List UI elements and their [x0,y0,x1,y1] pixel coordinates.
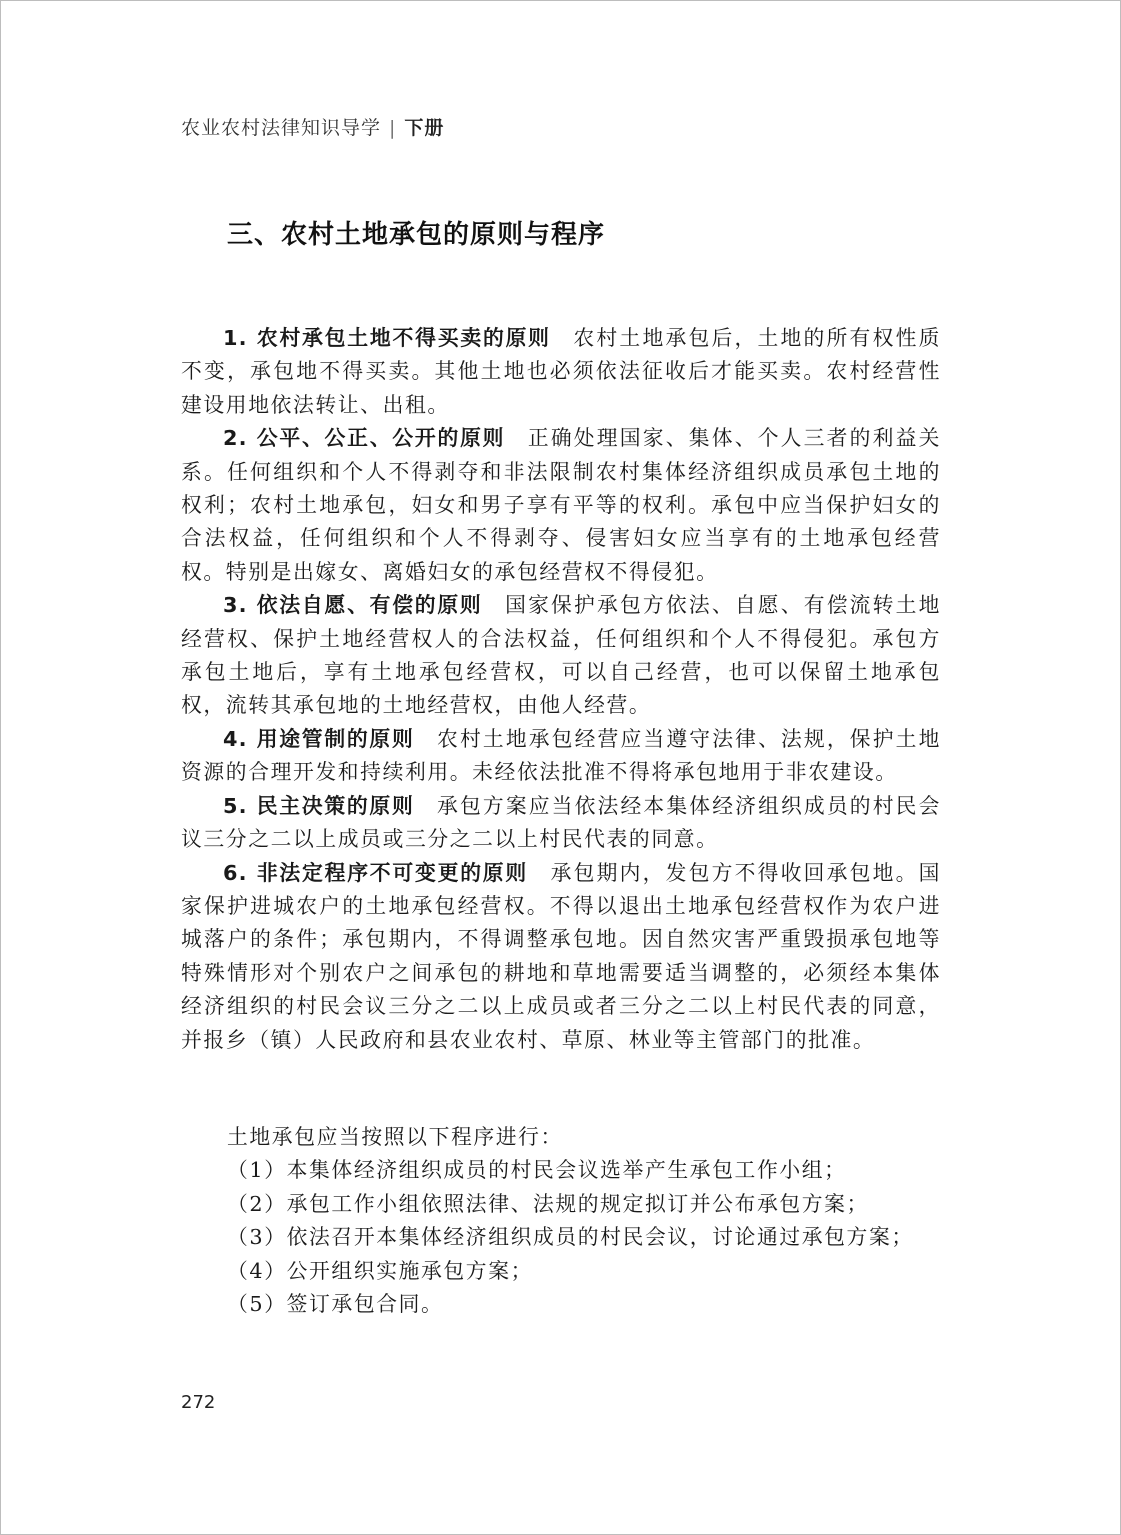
procedure-intro: 土地承包应当按照以下程序进行： [227,1125,563,1149]
procedure-step: （5）签订承包合同。 [227,1292,444,1317]
principle-heading: 2. 公平、公正、公开的原则 [223,426,506,451]
principle-text: 承包方案应当依法经本集体经济组织成员的村民会议三分之二以上成员或三分之二以上村民代表的同意。 [181,793,941,852]
principle-text: 正确处理国家、集体、个人三者的利益关系。任何组织和个人不得剥夺和非法限制农村集体经济组织成员承包土地的权利；农村土地承包，妇女和男子享有平等的权利。承包中应当保护妇女的合法权益，任何组织和个人不得剥夺、侵害妇女应当享有的土地承包经营权。特别是出嫁女、离婚妇女的承包经营权不得侵犯。 [181,426,941,584]
page-number: 272 [181,1392,216,1413]
procedure-step: （4）公开组织实施承包方案； [227,1258,533,1283]
volume-label: 下册 [404,117,445,139]
book-title: 农业农村法律知识导学 [181,117,382,139]
principle-text: 国家保护承包方依法、自愿、有偿流转土地经营权、保护土地经营权人的合法权益，任何组织和个人不得侵犯。承包方承包土地后，享有土地承包经营权，可以自己经营，也可以保留土地承包权，流转其承包地的土地经营权，由他人经营。 [181,593,941,718]
principle-heading: 6. 非法定程序不可变更的原则 [223,860,528,885]
principles-body [181,322,941,1057]
principle-paragraph [181,857,941,1057]
principle-paragraph [181,790,941,857]
principle-heading: 3. 依法自愿、有偿的原则 [223,593,483,618]
running-header [181,113,444,140]
principle-text: 农村土地承包经营应当遵守法律、法规，保护土地资源的合理开发和持续利用。未经依法批准不得将承包地用于非农建设。 [181,726,941,785]
procedure-step: （3）依法召开本集体经济组织成员的村民会议，讨论通过承包方案； [227,1225,914,1250]
procedure-step: （1）本集体经济组织成员的村民会议选举产生承包工作小组； [227,1158,847,1183]
principle-heading: 4. 用途管制的原则 [223,726,415,751]
principle-heading: 5. 民主决策的原则 [223,793,415,818]
procedure-list [227,1121,927,1321]
procedure-step: （2）承包工作小组依照法律、法规的规定拟订并公布承包方案； [227,1191,869,1216]
principle-text: 承包期内，发包方不得收回承包地。国家保护进城农户的土地承包经营权。不得以退出土地承包经营权作为农户进城落户的条件；承包期内，不得调整承包地。因自然灾害严重毁损承包地等特殊情形对个别农户之间承包的耕地和草地需要适当调整的，必须经本集体经济组织的村民会议三分之二以上成员或者三分之二以上村民代表的同意，并报乡（镇）人民政府和县农业农村、草原、林业等主管部门的批准。 [181,860,941,1052]
section-title: 三、农村土地承包的原则与程序 [227,220,606,250]
principle-paragraph [181,422,941,589]
principle-paragraph [181,723,941,790]
principle-paragraph [181,589,941,723]
principle-text: 农村土地承包后，土地的所有权性质不变，承包地不得买卖。其他土地也必须依法征收后才能买卖。农村经营性建设用地依法转让、出租。 [181,326,941,417]
principle-paragraph [181,322,941,422]
principle-heading: 1. 农村承包土地不得买卖的原则 [223,326,551,350]
header-separator: | [389,117,397,139]
